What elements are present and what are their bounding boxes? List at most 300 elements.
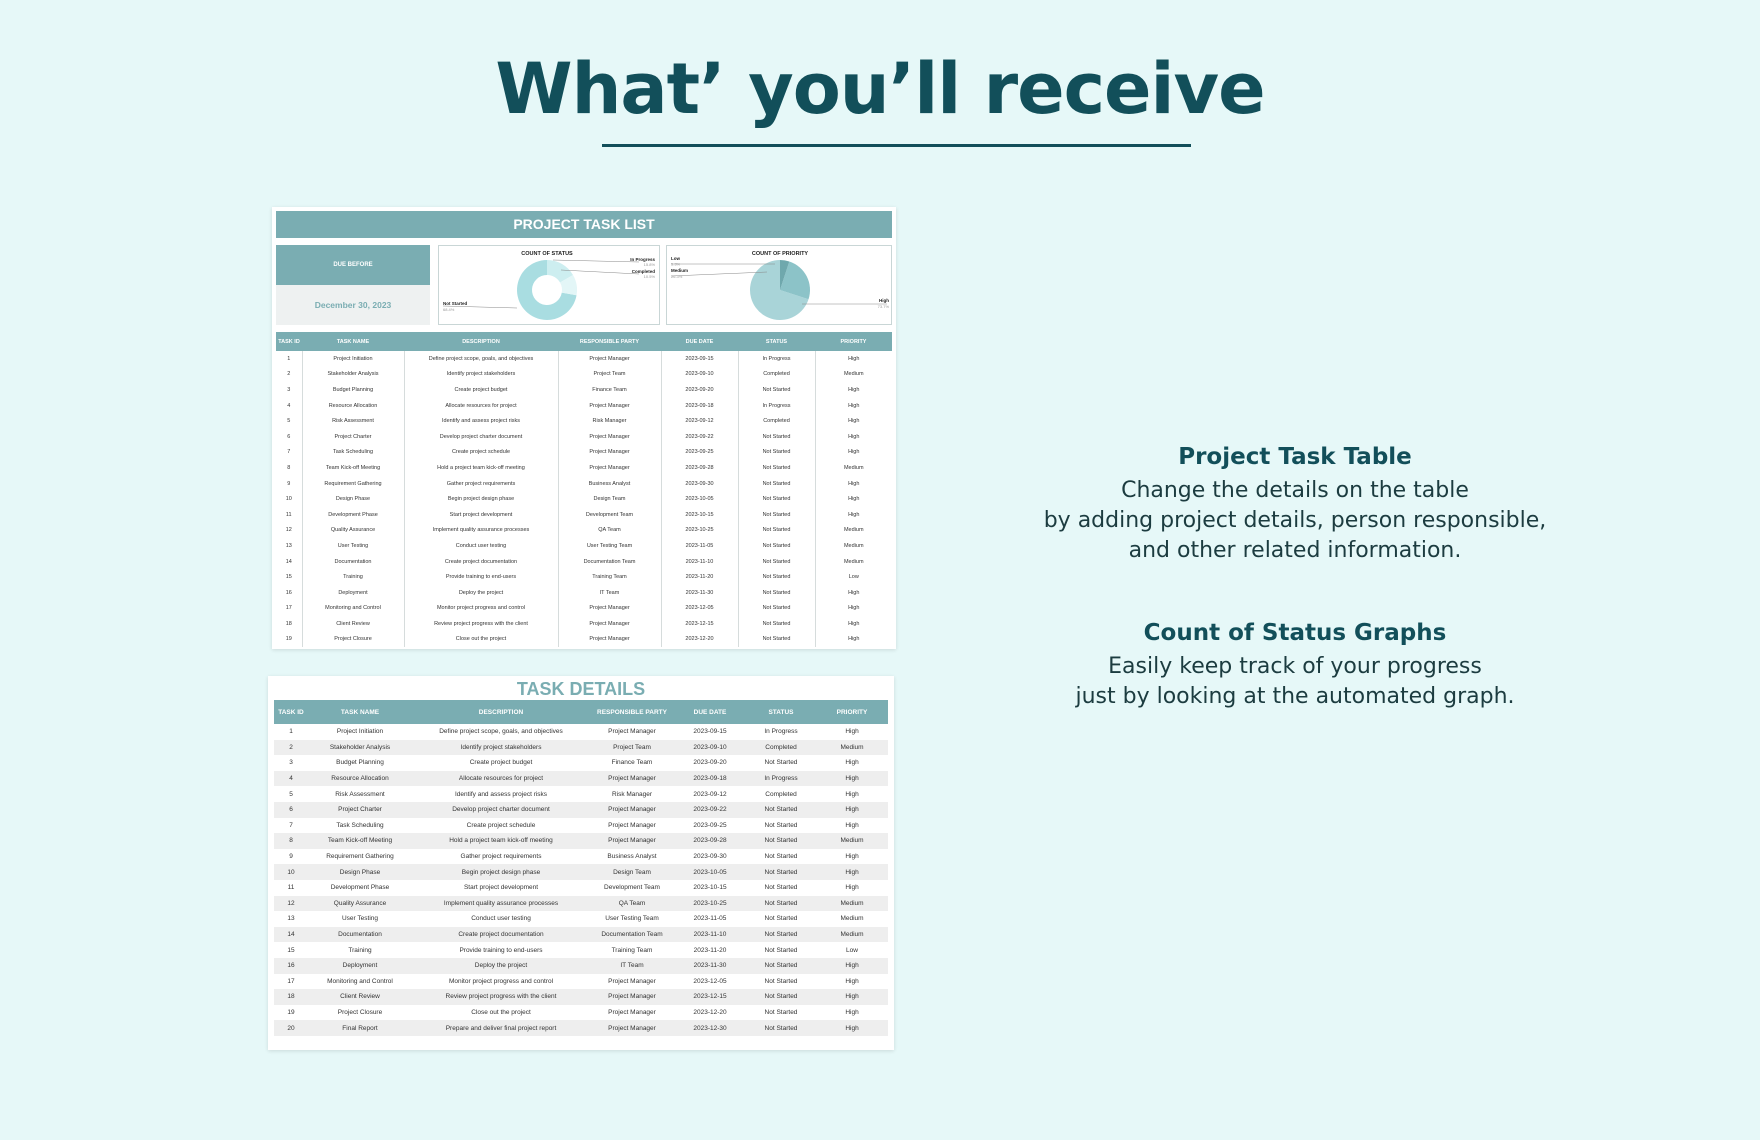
table-row <box>276 445 892 461</box>
table-cell: 2023-10-15 <box>693 884 727 892</box>
table-cell: High <box>816 989 888 1005</box>
table-cell: Design Phase <box>302 491 404 507</box>
table-cell: 2023-10-25 <box>661 523 738 539</box>
table-cell: Medium <box>843 558 864 565</box>
table-cell: User Testing <box>302 538 404 554</box>
table-cell: High <box>848 386 860 393</box>
table-cell: 10 <box>274 864 308 880</box>
table-cell: Review project progress with the client <box>404 616 558 632</box>
table-cell: High <box>848 589 860 596</box>
table-cell: Risk Assessment <box>335 790 385 798</box>
sheet-title: PROJECT TASK LIST <box>276 211 892 238</box>
table-cell: Requirement Gathering <box>302 476 404 492</box>
table-cell: Allocate resources for project <box>412 771 590 787</box>
table-cell: Resource Allocation <box>308 771 412 787</box>
table-cell: User Testing <box>341 915 378 923</box>
table-cell: Medium <box>843 464 864 471</box>
priority-value-high: 73.7% <box>877 304 889 309</box>
table-cell: 2023-09-20 <box>693 759 727 767</box>
table-row <box>274 771 888 787</box>
table-cell: Implement quality assurance processes <box>412 896 590 912</box>
table-cell: Medium <box>816 927 888 943</box>
table-cell: 2023-12-15 <box>674 989 746 1005</box>
table-cell: Not Started <box>746 864 816 880</box>
table-cell: High <box>845 853 859 861</box>
table-cell: Project Manager <box>590 833 674 849</box>
table-cell: Project Manager <box>558 632 661 648</box>
table-cell: Not Started <box>738 507 815 523</box>
table-row <box>276 460 892 476</box>
table-cell: Budget Planning <box>302 382 404 398</box>
table-cell: Deployment <box>302 585 404 601</box>
table-cell: Create project schedule <box>404 445 558 461</box>
table-cell: Requirement Gathering <box>326 853 394 861</box>
column-header: DUE DATE <box>674 700 746 724</box>
column-header: STATUS <box>746 700 816 724</box>
table-row <box>276 554 892 570</box>
table-row <box>274 864 888 880</box>
table-cell: High <box>845 977 859 985</box>
table-header-row <box>276 332 892 351</box>
table-cell: Monitoring and Control <box>302 601 404 617</box>
table-cell: Not Started <box>738 523 815 539</box>
table-cell: Project Charter <box>308 802 412 818</box>
table-cell: Create project budget <box>469 759 533 767</box>
table-row <box>274 724 888 740</box>
table-cell: Task Scheduling <box>302 445 404 461</box>
table-cell: Project Manager <box>558 351 661 367</box>
table-cell: Prepare and deliver final project report <box>412 1020 590 1036</box>
table-cell: Not Started <box>764 977 798 985</box>
feature-title: Project Task Table <box>1178 444 1412 470</box>
table-cell: 13 <box>276 538 302 554</box>
table-cell: 2023-10-15 <box>661 507 738 523</box>
feature-count-of-status-graphs <box>1010 620 1580 712</box>
table-cell: 2023-09-25 <box>693 821 727 829</box>
table-cell: 17 <box>287 977 295 985</box>
table-row <box>274 942 888 958</box>
table-cell: 2023-09-28 <box>674 833 746 849</box>
table-row <box>274 818 888 834</box>
table-cell: Medium <box>843 542 864 549</box>
table-cell: Resource Allocation <box>302 398 404 414</box>
feature-title: Count of Status Graphs <box>1143 620 1447 646</box>
table-cell: Not Started <box>738 538 815 554</box>
table-row <box>274 849 888 865</box>
table-cell: In Progress <box>746 771 816 787</box>
status-value-not-started: 68.4% <box>443 307 455 312</box>
table-cell: Medium <box>840 915 864 923</box>
table-cell: In Progress <box>764 728 798 736</box>
table-cell: Development Phase <box>302 507 404 523</box>
table-cell: Not Started <box>738 445 815 461</box>
table-cell: Not Started <box>764 884 798 892</box>
table-cell: Not Started <box>764 946 798 954</box>
table-cell: Monitoring and Control <box>327 977 393 985</box>
table-cell: 7 <box>276 445 302 461</box>
table-cell: Project Manager <box>590 771 674 787</box>
table-cell: 16 <box>274 958 308 974</box>
table-cell: Not Started <box>746 833 816 849</box>
table-cell: Not Started <box>746 1020 816 1036</box>
table-row <box>274 958 888 974</box>
priority-label-high: High <box>879 298 889 303</box>
table-cell: 9 <box>276 476 302 492</box>
table-cell: Medium <box>816 740 888 756</box>
table-cell: Project Manager <box>608 728 656 736</box>
table-cell: 2023-11-30 <box>674 958 746 974</box>
table-cell: 20 <box>274 1020 308 1036</box>
table-cell: Not Started <box>738 569 815 585</box>
table-cell: 2 <box>276 367 302 383</box>
table-cell: Client Review <box>302 616 404 632</box>
table-cell: Training <box>302 569 404 585</box>
table-cell: High <box>816 864 888 880</box>
table-cell: Not Started <box>738 382 815 398</box>
feature-line: Change the details on the table <box>1121 478 1469 503</box>
table-cell: Identify project stakeholders <box>404 367 558 383</box>
table-cell: 17 <box>276 601 302 617</box>
table-cell: 2023-10-25 <box>674 896 746 912</box>
table-cell: Completed <box>738 413 815 429</box>
task-details-table <box>274 700 888 1036</box>
due-date-value: December 30, 2023 <box>276 285 430 325</box>
table-cell: Design Phase <box>308 864 412 880</box>
table-cell: Finance Team <box>558 382 661 398</box>
table-row <box>274 989 888 1005</box>
table-cell: Start project development <box>463 884 539 892</box>
table-cell: 18 <box>276 616 302 632</box>
table-cell: High <box>845 728 859 736</box>
table-cell: Identify and assess project risks <box>404 413 558 429</box>
table-row <box>274 1020 888 1036</box>
table-cell: 2023-09-12 <box>693 790 727 798</box>
table-cell: Not Started <box>746 958 816 974</box>
priority-value-medium: 26.3% <box>671 274 683 279</box>
table-cell: Hold a project team kick-off meeting <box>412 833 590 849</box>
table-cell: Development Team <box>604 884 660 892</box>
table-cell: Gather project requirements <box>460 853 542 861</box>
table-cell: Risk Manager <box>611 790 653 798</box>
table-cell: Hold a project team kick-off meeting <box>404 460 558 476</box>
page-headline: What’ you’ll receive <box>495 48 1265 130</box>
table-row <box>274 802 888 818</box>
table-cell: Gather project requirements <box>404 476 558 492</box>
table-cell: QA Team <box>590 896 674 912</box>
table-row <box>274 755 888 771</box>
table-cell: Create project documentation <box>404 554 558 570</box>
table-cell: Not Started <box>764 1008 798 1016</box>
table-row <box>274 786 888 802</box>
table-cell: Conduct user testing <box>471 915 531 923</box>
table-row <box>274 911 888 927</box>
table-cell: High <box>848 511 860 518</box>
table-cell: 2023-11-20 <box>661 569 738 585</box>
table-cell: User Testing Team <box>605 915 659 923</box>
table-row <box>276 398 892 414</box>
table-cell: 11 <box>287 884 295 892</box>
table-cell: Documentation <box>302 554 404 570</box>
table-cell: Development Team <box>558 507 661 523</box>
table-cell: Not Started <box>746 989 816 1005</box>
table-cell: Not Started <box>738 616 815 632</box>
table-cell: 1 <box>289 728 293 736</box>
table-cell: 11 <box>276 507 302 523</box>
table-cell: 19 <box>287 1008 295 1016</box>
table-cell: Medium <box>843 371 864 378</box>
table-cell: 2023-12-30 <box>674 1020 746 1036</box>
table-cell: Low <box>846 946 858 954</box>
table-cell: Begin project design phase <box>404 491 558 507</box>
table-header-row <box>274 700 888 724</box>
table-cell: Monitor project progress and control <box>404 601 558 617</box>
table-cell: High <box>848 480 860 487</box>
table-cell: Development Phase <box>330 884 390 892</box>
column-header: TASK ID <box>274 700 308 724</box>
table-cell: Training Team <box>611 946 653 954</box>
table-cell: Identify project stakeholders <box>412 740 590 756</box>
table-cell: In Progress <box>738 398 815 414</box>
table-row <box>274 880 888 896</box>
table-cell: 2023-12-05 <box>661 601 738 617</box>
table-cell: Conduct user testing <box>404 538 558 554</box>
table-cell: Medium <box>816 896 888 912</box>
status-value-completed: 10.5% <box>643 274 655 279</box>
table-cell: 15 <box>276 569 302 585</box>
table-cell: Design Team <box>590 864 674 880</box>
status-value-in-progress: 15.8% <box>643 262 655 267</box>
table-row <box>276 585 892 601</box>
table-cell: 10 <box>276 491 302 507</box>
table-cell: Not Started <box>764 853 798 861</box>
table-cell: Business Analyst <box>558 476 661 492</box>
table-cell: Allocate resources for project <box>404 398 558 414</box>
table-cell: 4 <box>276 398 302 414</box>
table-cell: High <box>816 1020 888 1036</box>
column-header: TASK NAME <box>308 700 412 724</box>
table-cell: 2023-09-25 <box>661 445 738 461</box>
feature-project-task-table <box>1010 444 1580 566</box>
status-label-in-progress: In Progress <box>630 257 655 262</box>
table-cell: Training <box>348 946 372 954</box>
table-cell: 2 <box>274 740 308 756</box>
table-cell: Project Manager <box>608 821 656 829</box>
table-row <box>274 833 888 849</box>
table-cell: 19 <box>276 632 302 648</box>
table-row <box>276 569 892 585</box>
table-cell: 2023-12-05 <box>693 977 727 985</box>
table-row <box>276 538 892 554</box>
column-header: PRIORITY <box>816 700 888 724</box>
table-cell: High <box>848 418 860 425</box>
table-cell: Project Manager <box>590 802 674 818</box>
status-chart-title: COUNT OF STATUS <box>521 251 573 257</box>
table-cell: High <box>848 449 860 456</box>
table-row <box>276 616 892 632</box>
table-cell: Documentation Team <box>590 927 674 943</box>
table-cell: Monitor project progress and control <box>448 977 554 985</box>
table-cell: Project Charter <box>302 429 404 445</box>
table-cell: High <box>845 884 859 892</box>
table-cell: 2023-09-30 <box>693 853 727 861</box>
column-header: STATUS <box>738 332 815 351</box>
table-cell: 2023-09-18 <box>661 398 738 414</box>
status-label-not-started: Not Started <box>443 301 468 306</box>
table-cell: Close out the project <box>404 632 558 648</box>
table-cell: High <box>848 636 860 643</box>
table-cell: Completed <box>765 790 797 798</box>
table-cell: Deploy the project <box>404 585 558 601</box>
table-row <box>276 367 892 383</box>
table-cell: Stakeholder Analysis <box>308 740 412 756</box>
table-cell: Project Manager <box>558 429 661 445</box>
table-cell: 2023-12-20 <box>661 632 738 648</box>
table-cell: High <box>848 605 860 612</box>
table-cell: 4 <box>274 771 308 787</box>
table-cell: Budget Planning <box>336 759 384 767</box>
table-cell: Review project progress with the client <box>412 989 590 1005</box>
table-cell: Not Started <box>764 759 798 767</box>
table-cell: Design Team <box>558 491 661 507</box>
table-cell: 2023-09-18 <box>674 771 746 787</box>
table-cell: High <box>845 1008 859 1016</box>
column-header: TASK ID <box>276 332 302 351</box>
table-cell: Team Kick-off Meeting <box>308 833 412 849</box>
table-cell: 2023-10-05 <box>661 491 738 507</box>
table-cell: Documentation <box>308 927 412 943</box>
table-cell: Completed <box>738 367 815 383</box>
table-cell: High <box>845 759 859 767</box>
table-cell: 2023-11-05 <box>693 915 727 923</box>
table-cell: Project Manager <box>608 977 656 985</box>
table-row <box>276 429 892 445</box>
table-row <box>276 632 892 648</box>
project-task-list-sheet <box>272 207 896 649</box>
table-cell: 3 <box>276 382 302 398</box>
table-cell: Project Manager <box>558 460 661 476</box>
table-cell: 5 <box>289 790 293 798</box>
table-cell: 2023-09-30 <box>661 476 738 492</box>
table-cell: Deployment <box>308 958 412 974</box>
table-cell: IT Team <box>590 958 674 974</box>
status-chart <box>438 245 660 325</box>
table-row <box>274 896 888 912</box>
table-cell: Not Started <box>738 632 815 648</box>
table-cell: Risk Manager <box>558 413 661 429</box>
table-cell: Not Started <box>764 915 798 923</box>
table-cell: High <box>816 771 888 787</box>
column-header: TASK NAME <box>302 332 404 351</box>
table-cell: Project Team <box>590 740 674 756</box>
table-cell: High <box>848 496 860 503</box>
table-row <box>276 476 892 492</box>
column-header: RESPONSIBLE PARTY <box>558 332 661 351</box>
table-cell: Provide training to end-users <box>459 946 543 954</box>
table-cell: Not Started <box>746 802 816 818</box>
table-cell: 2023-09-10 <box>674 740 746 756</box>
table-cell: Not Started <box>746 927 816 943</box>
priority-chart-title: COUNT OF PRIORITY <box>751 251 809 257</box>
table-cell: Not Started <box>738 585 815 601</box>
table-cell: 2023-09-22 <box>661 429 738 445</box>
feature-line: and other related information. <box>1128 538 1462 563</box>
table-cell: Finance Team <box>611 759 653 767</box>
status-donut <box>517 260 577 320</box>
table-cell: 2023-09-10 <box>661 367 738 383</box>
table-cell: 2023-11-05 <box>661 538 738 554</box>
table-cell: 2023-09-22 <box>674 802 746 818</box>
table-cell: Create project schedule <box>466 821 536 829</box>
table-row <box>276 382 892 398</box>
table-cell: Project Team <box>558 367 661 383</box>
sheet-title: TASK DETAILS <box>516 679 646 699</box>
table-cell: Not Started <box>738 460 815 476</box>
table-cell: Define project scope, goals, and objectives <box>404 351 558 367</box>
table-cell: Not Started <box>746 896 816 912</box>
table-cell: Project Manager <box>590 989 674 1005</box>
table-cell: 2023-11-30 <box>661 585 738 601</box>
table-cell: Not Started <box>738 476 815 492</box>
table-cell: High <box>848 620 860 627</box>
table-cell: Quality Assurance <box>302 523 404 539</box>
feature-line: just by looking at the automated graph. <box>1075 684 1515 709</box>
table-row <box>274 974 888 990</box>
table-cell: Low <box>848 574 859 581</box>
table-cell: Not Started <box>738 601 815 617</box>
table-cell: Create project budget <box>404 382 558 398</box>
table-row <box>276 507 892 523</box>
table-cell: 14 <box>276 554 302 570</box>
feature-line: Easily keep track of your progress <box>1108 654 1482 679</box>
table-cell: Identify and assess project risks <box>454 790 548 798</box>
table-cell: Project Manager <box>558 601 661 617</box>
table-cell: Final Report <box>308 1020 412 1036</box>
table-cell: Project Manager <box>590 1020 674 1036</box>
table-cell: QA Team <box>558 523 661 539</box>
table-cell: Project Manager <box>608 1008 656 1016</box>
due-before-label: DUE BEFORE <box>276 245 430 285</box>
table-cell: Project Initiation <box>302 351 404 367</box>
table-cell: User Testing Team <box>558 538 661 554</box>
table-cell: Project Manager <box>558 445 661 461</box>
table-row <box>276 351 892 367</box>
table-cell: Medium <box>843 527 864 534</box>
table-cell: 6 <box>274 802 308 818</box>
feature-line: by adding project details, person responsible, <box>1043 508 1547 533</box>
table-cell: Business Analyst <box>607 853 657 861</box>
table-cell: Client Review <box>308 989 412 1005</box>
table-cell: Completed <box>746 740 816 756</box>
table-row <box>274 927 888 943</box>
table-cell: Risk Assessment <box>302 413 404 429</box>
table-cell: 2023-09-20 <box>661 382 738 398</box>
table-cell: 1 <box>276 351 302 367</box>
table-cell: 8 <box>274 833 308 849</box>
table-cell: 6 <box>276 429 302 445</box>
column-header: DUE DATE <box>661 332 738 351</box>
table-row <box>276 601 892 617</box>
table-cell: Close out the project <box>471 1008 531 1016</box>
table-cell: In Progress <box>738 351 815 367</box>
table-cell: Stakeholder Analysis <box>302 367 404 383</box>
priority-label-low: Low <box>671 256 680 261</box>
headline-underline <box>602 144 1191 147</box>
table-cell: 2023-11-20 <box>693 946 727 954</box>
table-cell: 2023-09-15 <box>661 351 738 367</box>
table-cell: 2023-12-20 <box>693 1008 727 1016</box>
table-cell: 2023-09-28 <box>661 460 738 476</box>
table-cell: Task Scheduling <box>336 821 384 829</box>
